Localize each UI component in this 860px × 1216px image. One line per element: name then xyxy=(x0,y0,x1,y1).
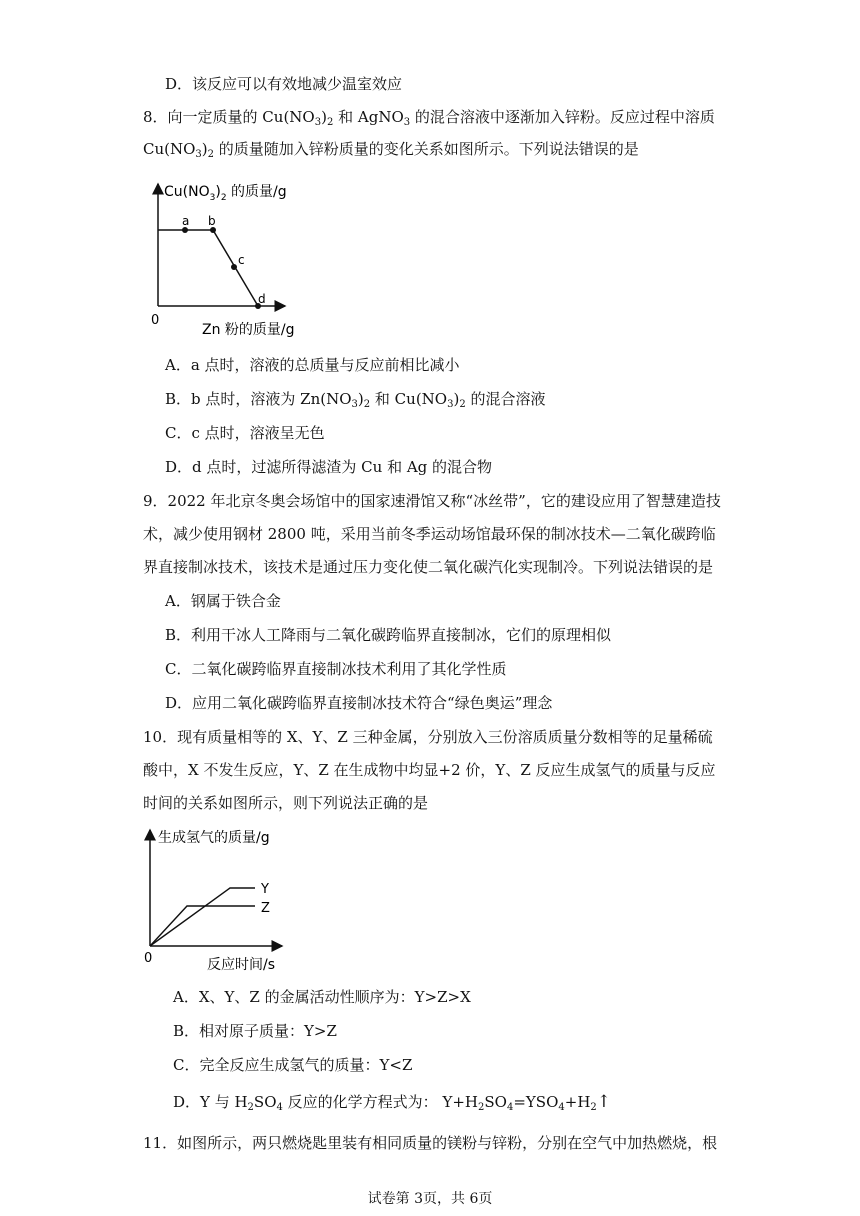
q9-option-a: A．钢属于铁合金 xyxy=(165,592,281,610)
q10-y-axis-label: 生成氢气的质量/g xyxy=(158,830,270,846)
q10-series-z-line xyxy=(150,906,255,946)
q8-x-axis-label: Zn 粉的质量/g xyxy=(202,322,295,338)
q9-stem-line2: 术，减少使用钢材 2800 吨，采用当前冬季运动场馆最环保的制冰技术—二氧化碳跨临 xyxy=(143,525,716,543)
q8-stem-line1: 8．向一定质量的 $Cu(NO_3)_2$ 和 AgNO$_3$ 的混合溶液中逐渐加入锌粉。反应过程中溶质 xyxy=(143,108,715,128)
q8-stem-line2: $Cu(NO_3)_2$ 的质量随加入锌粉质量的变化关系如图所示。下列说法错误的是 xyxy=(143,140,639,160)
q10-origin-label: 0 xyxy=(144,951,153,966)
q11-stem-line1: 11．如图所示，两只燃烧匙里装有相同质量的镁粉与锌粉，分别在空气中加热燃烧，根 xyxy=(143,1134,718,1152)
q10-stem-line2: 酸中，X 不发生反应，Y、Z 在生成物中均显+2 价，Y、Z 反应生成氢气的质量与反应 xyxy=(143,761,716,779)
q8-y-axis-label: $Cu(NO_3)_2$ 的质量/g xyxy=(164,184,287,203)
q10-x-axis-label: 反应时间/s xyxy=(207,957,276,973)
q9-stem-line3: 界直接制冰技术，该技术是通过压力变化使二氧化碳汽化实现制冷。下列说法错误的是 xyxy=(143,558,714,576)
q8-point-c xyxy=(231,264,237,270)
page-footer: 试卷第 3页，共 6页 xyxy=(367,1191,493,1207)
q8-option-a: A．a 点时，溶液的总质量与反应前相比减小 xyxy=(165,356,460,374)
q9-option-c: C．二氧化碳跨临界直接制冰技术利用了其化学性质 xyxy=(165,660,507,678)
q8-option-d: D．d 点时，过滤所得滤渣为 Cu 和 Ag 的混合物 xyxy=(165,458,493,476)
q8-cu-nitrate-line xyxy=(158,230,258,306)
q8-option-b: B．b 点时，溶液为 $Zn(NO_3)_2$ 和 $Cu(NO_3)_2$ 的混合溶液 xyxy=(165,390,546,410)
q8-option-c: C．c 点时，溶液呈无色 xyxy=(165,424,325,442)
q8-origin-label: 0 xyxy=(151,313,160,328)
q8-label-d: d xyxy=(258,292,266,306)
q9-option-b: B．利用干冰人工降雨与二氧化碳跨临界直接制冰，它们的原理相似 xyxy=(165,626,612,644)
q10-option-b: B．相对原子质量：Y>Z xyxy=(173,1022,337,1040)
q10-stem-line1: 10．现有质量相等的 X、Y、Z 三种金属，分别放入三份溶质质量分数相等的足量稀硫 xyxy=(143,728,713,746)
q10-series-z-label: Z xyxy=(261,901,270,916)
q10-series-y-line xyxy=(150,888,255,946)
q7-option-d: D．该反应可以有效地减少温室效应 xyxy=(165,75,403,93)
q8-label-b: b xyxy=(208,214,216,228)
q8-label-c: c xyxy=(238,253,245,267)
q10-hydrogen-chart xyxy=(140,824,310,974)
q10-equation: $Y+H_2SO_4=YSO_4+H_2↑$ xyxy=(442,1092,612,1113)
q9-option-d: D．应用二氧化碳跨临界直接制冰技术符合“绿色奥运”理念 xyxy=(165,694,553,712)
q10-stem-line3: 时间的关系如图所示，则下列说法正确的是 xyxy=(143,794,429,812)
q10-option-d: D．Y 与 $H_2SO_4$ 反应的化学方程式为： $Y+H_2SO_4=YSO_4+H_2↑$ xyxy=(173,1092,612,1113)
q8-cu-nitrate-chart xyxy=(145,178,315,343)
q8-label-a: a xyxy=(182,214,190,228)
q10-series-y-label: Y xyxy=(261,882,269,897)
gas-arrow-icon: ↑ xyxy=(596,1092,612,1112)
q9-stem-line1: 9．2022 年北京冬奥会场馆中的国家速滑馆又称“冰丝带”，它的建设应用了智慧建造技 xyxy=(143,492,721,510)
q10-option-c: C．完全反应生成氢气的质量：Y<Z xyxy=(173,1056,413,1074)
q10-option-a: A．X、Y、Z 的金属活动性顺序为：Y>Z>X xyxy=(173,988,471,1006)
